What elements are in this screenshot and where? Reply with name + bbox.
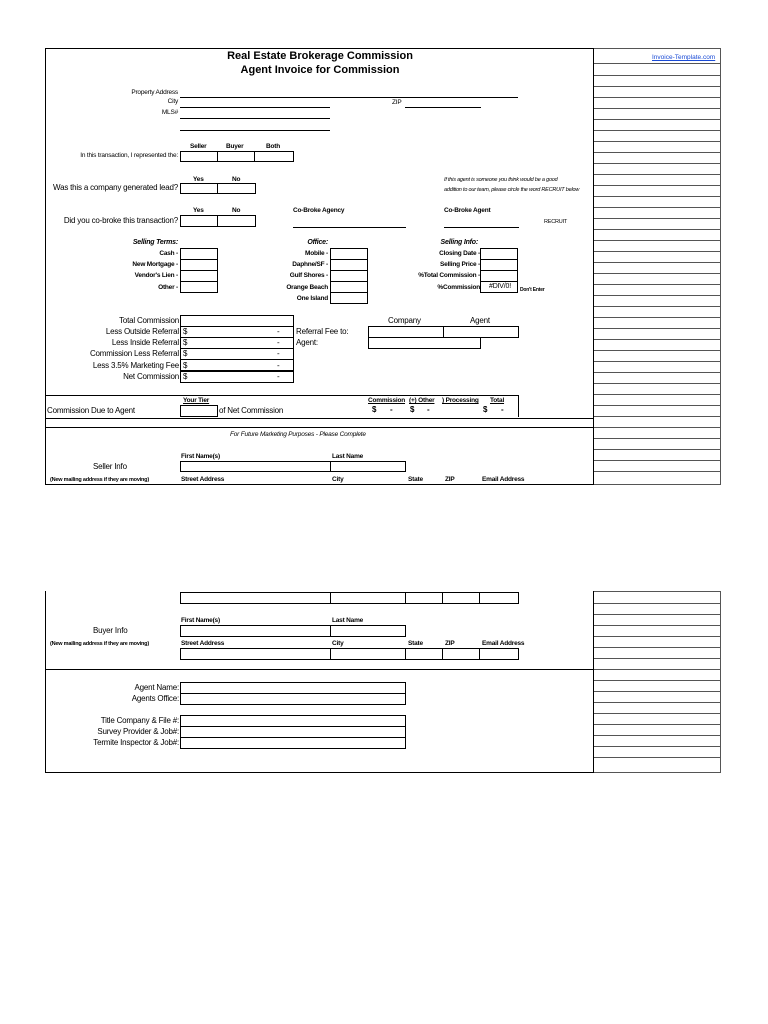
seller-zip-field[interactable] (442, 592, 480, 604)
lead-yes-checkbox[interactable] (180, 183, 218, 194)
seller-mailing-note: (New mailing address if they are moving) (50, 477, 149, 483)
side-right-border-1 (720, 48, 721, 485)
term-other-label: Other - (158, 284, 178, 291)
marketing-fee-currency: $ (183, 361, 188, 370)
marketing-divider-top (46, 418, 594, 419)
lead-option-yes: Yes (193, 176, 204, 183)
agent-section-divider (46, 669, 594, 670)
buyer-zip-label: ZIP (445, 640, 455, 647)
seller-city-label: City (332, 476, 344, 483)
option-buyer: Buyer (226, 143, 244, 150)
lead-no-checkbox[interactable] (217, 183, 256, 194)
seller-last-name-label: Last Name (332, 453, 364, 460)
due-total-currency: $ (483, 405, 488, 414)
buyer-email-field[interactable] (479, 648, 519, 660)
buyer-checkbox[interactable] (217, 151, 255, 162)
selling-price-label: Selling Price - (440, 261, 480, 268)
cobroke-option-yes: Yes (193, 207, 204, 214)
seller-street-field[interactable] (180, 592, 331, 604)
due-col-commission: Commission (368, 397, 406, 404)
office-mobile-label: Mobile - (305, 250, 328, 257)
due-commission-currency: $ (372, 405, 377, 414)
due-other-value: - (427, 405, 430, 414)
term-new-mortgage-label: New Mortgage - (132, 261, 178, 268)
due-col-processing: ) Processing (442, 397, 479, 404)
termite-inspector-label: Termite Inspector & Job#: (93, 738, 179, 747)
buyer-state-label: State (408, 640, 423, 647)
office-one-island-checkbox[interactable] (330, 292, 368, 304)
less-referral-label: Commission Less Referral (89, 349, 179, 358)
referral-agent-name-field[interactable] (368, 337, 481, 349)
due-col-other: (+) Other (409, 397, 435, 404)
seller-street-label: Street Address (181, 476, 225, 483)
marketing-fee-label: Less 3.5% Marketing Fee (92, 361, 179, 370)
due-other-currency: $ (410, 405, 415, 414)
termite-inspector-field[interactable] (180, 737, 406, 749)
office-one-island-label: One Island (296, 295, 328, 302)
agents-office-label: Agents Office: (131, 694, 179, 703)
buyer-info-label: Buyer Info (93, 626, 128, 635)
city-label: City (167, 98, 178, 105)
due-commission-value: - (390, 405, 393, 414)
your-tier-field[interactable] (180, 405, 218, 417)
selling-info-heading: Selling Info: (440, 239, 478, 246)
seller-state-field[interactable] (405, 592, 443, 604)
net-commission-value: - (277, 372, 280, 381)
less-referral-value: - (277, 349, 280, 358)
office-gulf-shores-label: Gulf Shores - (289, 272, 328, 279)
outside-referral-currency: $ (183, 327, 188, 336)
both-checkbox[interactable] (254, 151, 294, 162)
buyer-street-label: Street Address (181, 640, 225, 647)
title-company-label: Title Company & File #: (100, 716, 179, 725)
term-cash-label: Cash - (159, 250, 178, 257)
recruit-text[interactable]: RECRUIT (544, 219, 568, 225)
buyer-state-field[interactable] (405, 648, 443, 660)
city-field[interactable] (180, 107, 330, 108)
mls-field[interactable] (180, 118, 330, 119)
cobroke-agency-label: Co-Broke Agency (293, 207, 345, 214)
website-link[interactable]: Invoice-Template.com (652, 54, 716, 61)
inside-referral-currency: $ (183, 338, 188, 347)
seller-email-field[interactable] (479, 592, 519, 604)
referral-agent-label: Agent: (296, 338, 318, 347)
property-address-field[interactable] (180, 97, 518, 98)
title-line-1: Real Estate Brokerage Commission (227, 50, 413, 62)
buyer-zip-field[interactable] (442, 648, 480, 660)
seller-email-label: Email Address (482, 476, 525, 483)
due-divider (46, 395, 518, 396)
outside-referral-label: Less Outside Referral (105, 327, 179, 336)
cobroke-agent-label: Co-Broke Agent (444, 207, 491, 214)
seller-first-name-field[interactable] (180, 461, 331, 472)
net-commission-label: Net Commission (123, 372, 179, 381)
recruit-note-line-2: addition to our team, please circle the word RECRUIT below (444, 187, 580, 193)
side-right-border-2 (720, 591, 721, 773)
term-other-checkbox[interactable] (180, 281, 218, 293)
total-commission-label: Total Commission (119, 316, 179, 325)
seller-checkbox[interactable] (180, 151, 218, 162)
seller-zip-label: ZIP (445, 476, 455, 483)
less-referral-currency: $ (183, 349, 188, 358)
referral-fee-to-label: Referral Fee to: (296, 327, 349, 336)
buyer-city-label: City (332, 640, 344, 647)
seller-info-label: Seller Info (93, 462, 127, 471)
option-both: Both (266, 143, 280, 150)
buyer-first-name-field[interactable] (180, 625, 331, 637)
lead-option-no: No (232, 176, 241, 183)
referral-company-col: Company (388, 316, 421, 325)
term-vendors-lien-label: Vendor's Lien - (134, 272, 178, 279)
commission-pct-label: %Commission (437, 284, 480, 291)
selling-terms-heading: Selling Terms: (132, 239, 178, 246)
agent-name-label: Agent Name: (134, 683, 179, 692)
office-daphne-label: Daphne/SF - (292, 261, 328, 268)
option-seller: Seller (190, 143, 207, 150)
side-grid-page-2 (594, 591, 720, 773)
cobroke-question: Did you co-broke this transaction? (63, 216, 178, 225)
survey-provider-label: Survey Provider & Job#: (97, 727, 179, 736)
title-line-2: Agent Invoice for Commission (240, 64, 400, 76)
marketing-divider (46, 427, 594, 428)
inside-referral-label: Less Inside Referral (111, 338, 179, 347)
dont-enter-note: Don't Enter (520, 287, 545, 293)
agents-office-field[interactable] (180, 693, 406, 705)
property-address-label: Property Address (131, 89, 178, 96)
buyer-city-field[interactable] (330, 648, 406, 660)
buyer-last-name-label: Last Name (332, 617, 364, 624)
buyer-first-name-label: First Name(s) (181, 617, 220, 624)
represented-question: In this transaction, I represented the: (80, 152, 178, 159)
cobroke-yes-checkbox[interactable] (180, 215, 218, 227)
inside-referral-value: - (277, 338, 280, 347)
company-lead-question: Was this a company generated lead? (53, 183, 178, 192)
seller-first-name-label: First Name(s) (181, 453, 220, 460)
recruit-note-line-1: If this agent is someone you think would be a good (444, 177, 558, 183)
marketing-fee-value: - (277, 361, 280, 370)
closing-date-label: Closing Date - (439, 250, 480, 257)
buyer-email-label: Email Address (482, 640, 525, 647)
mls-field-extra[interactable] (180, 130, 330, 131)
cobroke-no-checkbox[interactable] (217, 215, 256, 227)
side-grid-page-1 (594, 48, 720, 485)
office-heading: Office: (307, 239, 328, 246)
commission-due-label: Commission Due to Agent (47, 406, 135, 415)
mls-label: MLS# (161, 109, 178, 116)
total-commission-pct-label: %Total Commission - (418, 272, 480, 279)
cobroke-agency-field[interactable] (293, 227, 406, 228)
office-orange-beach-label: Orange Beach (286, 284, 328, 291)
commission-pct-error: #DIV/0! (489, 283, 511, 290)
seller-last-name-field[interactable] (330, 461, 406, 472)
seller-city-field[interactable] (330, 592, 406, 604)
cobroke-option-no: No (232, 207, 241, 214)
due-col-total: Total (490, 397, 505, 404)
buyer-last-name-field[interactable] (330, 625, 406, 637)
outside-referral-value: - (277, 327, 280, 336)
of-net-commission-label: of Net Commission (219, 406, 284, 415)
due-total-value: - (501, 405, 504, 414)
buyer-mailing-note: (New mailing address if they are moving) (50, 641, 149, 647)
net-commission-currency: $ (183, 372, 188, 381)
seller-state-label: State (408, 476, 423, 483)
buyer-street-field[interactable] (180, 648, 331, 660)
zip-label: ZIP (392, 99, 402, 106)
zip-field[interactable] (405, 107, 481, 108)
marketing-note: For Future Marketing Purposes - Please Complete (230, 431, 366, 438)
due-right-border (518, 395, 519, 417)
your-tier-label: Your Tier (183, 397, 210, 404)
referral-agent-col: Agent (470, 316, 490, 325)
cobroke-agent-field[interactable] (444, 227, 519, 228)
